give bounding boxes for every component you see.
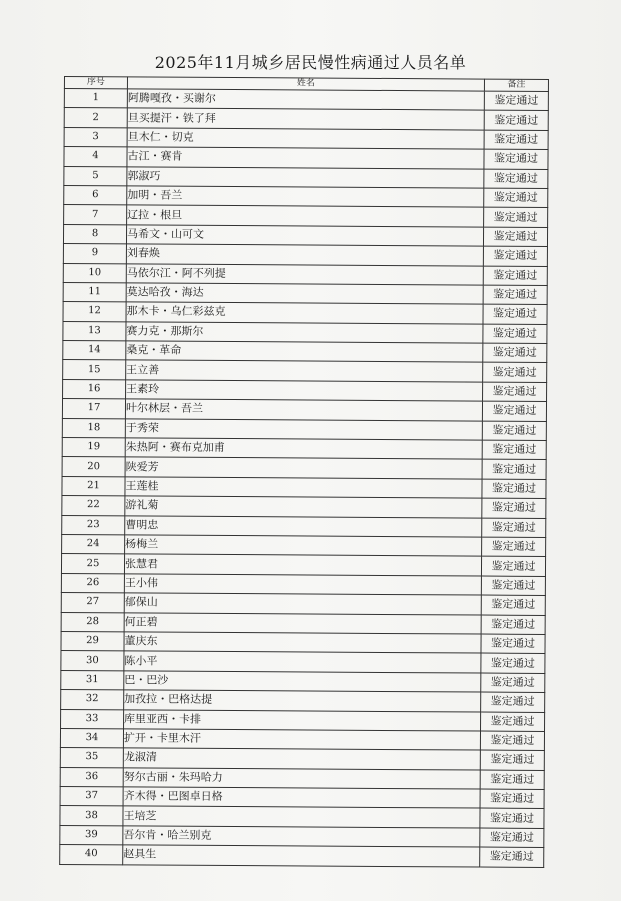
table-row bbox=[63, 341, 547, 363]
row-serial-number: 18 bbox=[62, 418, 125, 438]
table-row bbox=[61, 690, 545, 712]
row-remark: 鉴定通过 bbox=[483, 246, 547, 266]
row-serial-number: 34 bbox=[60, 728, 123, 748]
row-person-name: 王莲桂 bbox=[125, 477, 482, 499]
table-row bbox=[63, 282, 547, 304]
row-serial-number: 19 bbox=[62, 438, 125, 458]
row-remark: 鉴定通过 bbox=[483, 343, 547, 363]
row-serial-number: 5 bbox=[64, 166, 127, 186]
table-row bbox=[63, 302, 547, 324]
row-person-name: 王素玲 bbox=[126, 380, 483, 402]
row-remark: 鉴定通过 bbox=[484, 169, 548, 189]
row-serial-number: 10 bbox=[63, 263, 126, 283]
row-person-name: 扩开・卡里木汗 bbox=[123, 729, 480, 751]
row-person-name: 努尔古丽・朱玛哈力 bbox=[123, 768, 480, 790]
row-remark: 鉴定通过 bbox=[484, 110, 548, 130]
row-remark: 鉴定通过 bbox=[480, 828, 544, 848]
row-serial-number: 40 bbox=[60, 845, 123, 865]
table-row bbox=[60, 728, 544, 750]
row-serial-number: 36 bbox=[60, 767, 123, 787]
row-person-name: 刘春焕 bbox=[126, 244, 483, 266]
row-remark: 鉴定通过 bbox=[484, 188, 548, 208]
row-person-name: 加孜拉・巴格达提 bbox=[124, 690, 481, 712]
row-serial-number: 29 bbox=[61, 631, 124, 651]
row-person-name: 齐木得・巴图卓日格 bbox=[123, 787, 480, 809]
row-remark: 鉴定通过 bbox=[483, 285, 547, 305]
row-remark: 鉴定通过 bbox=[481, 653, 545, 673]
row-person-name: 赵具生 bbox=[123, 845, 480, 867]
row-person-name: 朱热阿・赛布克加甫 bbox=[125, 438, 482, 460]
row-remark: 鉴定通过 bbox=[483, 266, 547, 286]
row-remark: 鉴定通过 bbox=[480, 750, 544, 770]
row-serial-number: 11 bbox=[63, 282, 126, 302]
row-person-name: 加明・吾兰 bbox=[127, 186, 484, 208]
row-serial-number: 35 bbox=[60, 748, 123, 768]
row-remark: 鉴定通过 bbox=[484, 207, 548, 227]
table-row bbox=[62, 515, 546, 537]
row-person-name: 于秀荣 bbox=[125, 419, 482, 441]
row-serial-number: 13 bbox=[63, 321, 126, 341]
row-serial-number: 31 bbox=[61, 670, 124, 690]
row-person-name: 那木卡・乌仁彩兹克 bbox=[126, 302, 483, 324]
table-row bbox=[63, 360, 547, 382]
roster-body bbox=[60, 89, 549, 868]
row-remark: 鉴定通过 bbox=[480, 731, 544, 751]
row-person-name: 巴・巴沙 bbox=[124, 671, 481, 693]
row-remark: 鉴定通过 bbox=[482, 518, 546, 538]
row-serial-number: 7 bbox=[64, 205, 127, 225]
row-serial-number: 33 bbox=[61, 709, 124, 729]
row-person-name: 库里亚西・卡排 bbox=[124, 709, 481, 731]
table-row bbox=[60, 748, 544, 770]
row-remark: 鉴定通过 bbox=[483, 382, 547, 402]
table-row bbox=[63, 321, 547, 343]
row-person-name: 旦木仁・切克 bbox=[127, 128, 484, 150]
table-row bbox=[63, 224, 547, 246]
row-serial-number: 2 bbox=[64, 108, 127, 128]
row-remark: 鉴定通过 bbox=[480, 789, 544, 809]
table-row bbox=[61, 651, 545, 673]
table-row bbox=[60, 787, 544, 809]
row-serial-number: 22 bbox=[62, 496, 125, 516]
row-serial-number: 6 bbox=[64, 185, 127, 205]
row-serial-number: 27 bbox=[61, 593, 124, 613]
table-row bbox=[63, 244, 547, 266]
row-person-name: 董庆东 bbox=[124, 632, 481, 654]
table-row bbox=[62, 399, 546, 421]
row-remark: 鉴定通过 bbox=[482, 440, 546, 460]
table-row bbox=[62, 438, 546, 460]
row-serial-number: 25 bbox=[61, 554, 124, 574]
row-person-name: 陕爱芳 bbox=[125, 457, 482, 479]
table-row bbox=[62, 476, 546, 498]
header-remarks: 备注 bbox=[484, 79, 548, 91]
row-serial-number: 8 bbox=[63, 224, 126, 244]
row-person-name: 游礼菊 bbox=[125, 496, 482, 518]
row-person-name: 旦买提汗・铁了拜 bbox=[127, 108, 484, 130]
row-serial-number: 12 bbox=[63, 302, 126, 322]
row-person-name: 吾尔肯・哈兰别克 bbox=[123, 826, 480, 848]
table-row bbox=[60, 806, 544, 828]
row-person-name: 王立善 bbox=[126, 360, 483, 382]
table-row bbox=[60, 845, 544, 867]
row-serial-number: 15 bbox=[63, 360, 126, 380]
row-serial-number: 4 bbox=[64, 147, 127, 167]
row-remark: 鉴定通过 bbox=[481, 673, 545, 693]
table-row bbox=[61, 593, 545, 615]
row-person-name: 曹明忠 bbox=[125, 515, 482, 537]
row-remark: 鉴定通过 bbox=[482, 498, 546, 518]
row-remark: 鉴定通过 bbox=[483, 363, 547, 383]
row-person-name: 马希文・山可文 bbox=[126, 225, 483, 247]
row-person-name: 杨梅兰 bbox=[125, 535, 482, 557]
row-serial-number: 3 bbox=[64, 127, 127, 147]
row-serial-number: 21 bbox=[62, 476, 125, 496]
row-serial-number: 16 bbox=[63, 379, 126, 399]
row-remark: 鉴定通过 bbox=[481, 556, 545, 576]
table-row bbox=[61, 554, 545, 576]
table-row bbox=[64, 127, 548, 149]
header-serial-number: 序号 bbox=[64, 77, 127, 89]
row-person-name: 陈小平 bbox=[124, 651, 481, 673]
table-row bbox=[60, 767, 544, 789]
row-serial-number: 23 bbox=[62, 515, 125, 535]
row-remark: 鉴定通过 bbox=[482, 537, 546, 557]
row-remark: 鉴定通过 bbox=[480, 809, 544, 829]
row-person-name: 叶尔林层・吾兰 bbox=[125, 399, 482, 421]
row-serial-number: 28 bbox=[61, 612, 124, 632]
table-row bbox=[61, 709, 545, 731]
row-remark: 鉴定通过 bbox=[483, 304, 547, 324]
row-remark: 鉴定通过 bbox=[481, 576, 545, 596]
row-serial-number: 30 bbox=[61, 651, 124, 671]
row-serial-number: 17 bbox=[62, 399, 125, 419]
row-person-name: 何正碧 bbox=[124, 612, 481, 634]
row-remark: 鉴定通过 bbox=[482, 459, 546, 479]
row-remark: 鉴定通过 bbox=[481, 634, 545, 654]
row-person-name: 莫达哈孜・海达 bbox=[126, 283, 483, 305]
document-title: 2025年11月城乡居民慢性病通过人员名单 bbox=[154, 53, 467, 72]
row-person-name: 郭淑巧 bbox=[127, 166, 484, 188]
row-serial-number: 32 bbox=[61, 690, 124, 710]
row-person-name: 郁保山 bbox=[124, 593, 481, 615]
table-row bbox=[63, 263, 547, 285]
row-person-name: 王小伟 bbox=[124, 574, 481, 596]
row-person-name: 马依尔江・阿不列提 bbox=[126, 263, 483, 285]
row-remark: 鉴定通过 bbox=[483, 324, 547, 344]
row-remark: 鉴定通过 bbox=[480, 770, 544, 790]
row-remark: 鉴定通过 bbox=[481, 595, 545, 615]
table-row bbox=[62, 496, 546, 518]
row-serial-number: 1 bbox=[64, 89, 127, 109]
row-remark: 鉴定通过 bbox=[482, 401, 546, 421]
row-serial-number: 20 bbox=[62, 457, 125, 477]
row-serial-number: 24 bbox=[62, 534, 125, 554]
table-row bbox=[62, 534, 546, 556]
table-row bbox=[64, 166, 548, 188]
row-remark: 鉴定通过 bbox=[481, 615, 545, 635]
row-remark: 鉴定通过 bbox=[482, 479, 546, 499]
row-serial-number: 38 bbox=[60, 806, 123, 826]
row-remark: 鉴定通过 bbox=[480, 847, 544, 867]
row-remark: 鉴定通过 bbox=[484, 91, 548, 111]
table-row bbox=[63, 379, 547, 401]
roster-table bbox=[59, 76, 549, 868]
row-serial-number: 26 bbox=[61, 573, 124, 593]
table-row bbox=[61, 631, 545, 653]
header-name: 姓名 bbox=[127, 77, 484, 91]
table-row bbox=[64, 185, 548, 207]
row-person-name: 赛力克・那斯尔 bbox=[126, 322, 483, 344]
table-row bbox=[64, 89, 548, 111]
row-person-name: 古江・赛肯 bbox=[127, 147, 484, 169]
table-row bbox=[64, 205, 548, 227]
table-row bbox=[62, 418, 546, 440]
table-row bbox=[64, 147, 548, 169]
row-remark: 鉴定通过 bbox=[481, 692, 545, 712]
row-remark: 鉴定通过 bbox=[484, 130, 548, 150]
row-serial-number: 9 bbox=[63, 244, 126, 264]
table-row bbox=[61, 573, 545, 595]
table-row bbox=[62, 457, 546, 479]
row-person-name: 桑克・革命 bbox=[126, 341, 483, 363]
table-row bbox=[60, 825, 544, 847]
row-person-name: 辽拉・根旦 bbox=[127, 205, 484, 227]
row-person-name: 阿腾嘎孜・买谢尔 bbox=[127, 89, 484, 111]
table-row bbox=[64, 108, 548, 130]
row-person-name: 张慧君 bbox=[124, 554, 481, 576]
row-remark: 鉴定通过 bbox=[484, 149, 548, 169]
row-remark: 鉴定通过 bbox=[481, 712, 545, 732]
row-serial-number: 39 bbox=[60, 825, 123, 845]
row-serial-number: 37 bbox=[60, 787, 123, 807]
table-row bbox=[61, 670, 545, 692]
row-remark: 鉴定通过 bbox=[482, 421, 546, 441]
table-row bbox=[61, 612, 545, 634]
row-serial-number: 14 bbox=[63, 341, 126, 361]
row-person-name: 龙淑清 bbox=[123, 748, 480, 770]
row-person-name: 王培芝 bbox=[123, 806, 480, 828]
row-remark: 鉴定通过 bbox=[483, 227, 547, 247]
